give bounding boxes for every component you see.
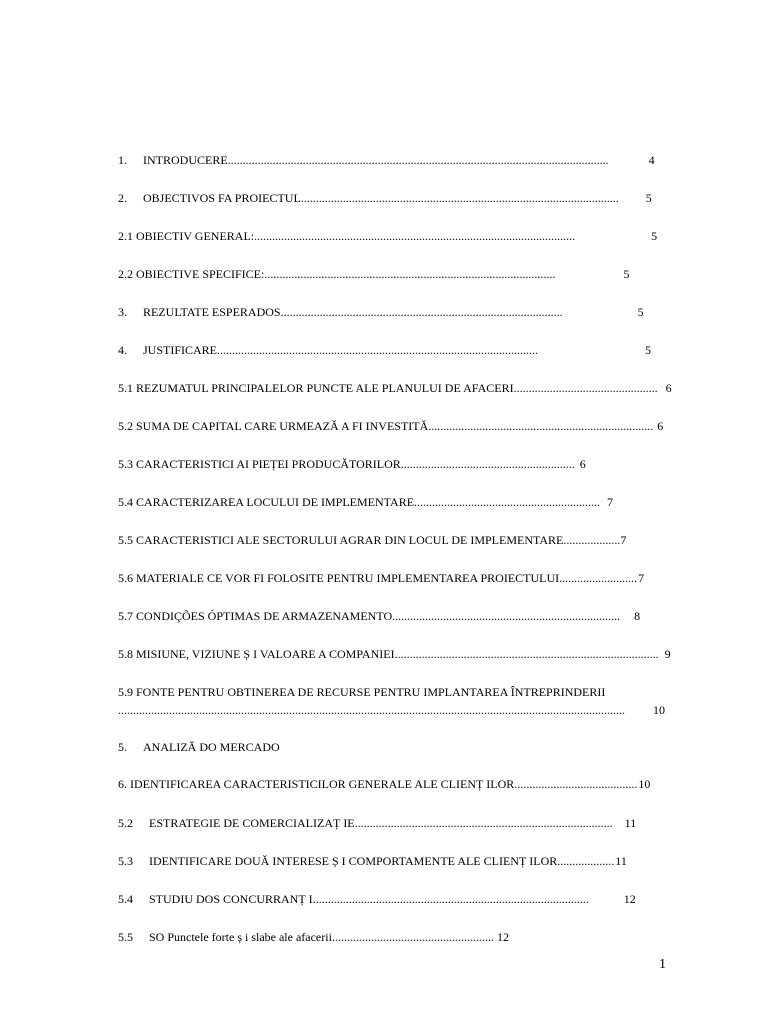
toc-entry-title: 5.4 CARACTERIZAREA LOCULUI DE IMPLEMENTARE <box>118 495 415 509</box>
toc-entry-title: SO Punctele forte ș i slabe ale afacerii <box>149 930 332 944</box>
toc-entry-page: 6 <box>657 419 664 433</box>
toc-entry-leader: ........................................................................................ <box>394 647 659 661</box>
toc-entry <box>118 892 654 906</box>
toc-entry-leader: ................... <box>563 533 621 547</box>
toc-entry-page: 5 <box>651 229 658 243</box>
toc-entry-title: STUDIU DOS CONCURRANȚ I <box>149 892 313 906</box>
toc-entry-leader: ........................................................................... <box>428 419 654 433</box>
toc-entry-number: 5.3 <box>118 854 133 868</box>
page-number: 1 <box>659 957 666 972</box>
toc-entry <box>118 533 662 547</box>
toc-entry <box>118 153 666 167</box>
toc-entry-title: 5.5 CARACTERISTICI ALE SECTORULUI AGRAR DIN LOCUL DE IMPLEMENTARE <box>118 533 564 547</box>
toc-entry-title: 5.2 SUMA DE CAPITAL CARE URMEAZĂ A FI INVESTITĂ <box>118 419 429 433</box>
toc-entry-leader: ................................................................................................. <box>264 267 556 281</box>
toc-entry-title: 5.6 MATERIALE CE VOR FI FOLOSITE PENTRU IMPLEMENTAREA PROIECTULUI <box>118 571 560 585</box>
toc-entry-number: 5.2 <box>118 816 133 830</box>
toc-entry <box>118 419 682 433</box>
toc-entry-leader: .......................................................... <box>400 457 575 471</box>
toc-entry-leader: ................................................ <box>513 381 658 395</box>
toc-entry-page: 5 <box>637 305 644 319</box>
toc-entry-page: 11 <box>615 854 627 868</box>
toc-entry-page: 5 <box>645 191 652 205</box>
toc-entry-page: 8 <box>634 609 641 623</box>
toc-entry-page: 10 <box>653 703 665 717</box>
toc-entry-page: 9 <box>664 647 671 661</box>
toc-entry-leader: ......................................... <box>514 777 638 791</box>
toc-entry <box>118 816 658 830</box>
toc-entry-leader: ......................................................................................................................................................................... <box>118 703 625 717</box>
toc-entry-title-line <box>118 685 678 699</box>
toc-entry-page: 12 <box>623 892 636 906</box>
toc-entry-page: 10 <box>638 777 651 791</box>
toc-entry-title: 5.8 MISIUNE, VIZIUNE Ș I VALOARE A COMPANIEI <box>118 647 395 661</box>
toc-entry <box>118 381 690 395</box>
toc-entry-leader: ................... <box>557 854 615 868</box>
toc-entry-number: 1. <box>118 153 127 167</box>
toc-entry-leader: .............................................................................................. <box>280 305 563 319</box>
toc-entry-title: 2.2 OBIECTIVE SPECIFICE: <box>118 267 265 281</box>
toc-entry-title: 5.7 CONDIÇÕES ÓPTIMAS DE ARMAZENAMENTO <box>118 609 393 623</box>
toc-entry-number: 4. <box>118 343 127 357</box>
toc-entry-title: 5.9 FONTE PENTRU OBTINEREA DE RECURSE PENTRU IMPLANTAREA ÎNTREPRINDERII <box>118 685 606 699</box>
toc-entry <box>118 267 643 281</box>
toc-entry-page: 7 <box>638 571 645 585</box>
toc-entry <box>118 343 658 357</box>
toc-entry <box>118 647 686 661</box>
toc-entry <box>118 229 670 243</box>
toc-entry-number: 5.4 <box>118 892 133 906</box>
toc-entry-title: 5.1 REZUMATUL PRINCIPALELOR PUNCTE ALE PLANULUI DE AFACERI <box>118 381 514 395</box>
toc-entry-leader: .......................... <box>559 571 638 585</box>
toc-entry-leader: .......................................................................................................... <box>300 191 619 205</box>
toc-entry-title: REZULTATE ESPERADOS <box>143 305 281 319</box>
toc-entry-title: OBJECTIVOS FA PROIECTUL <box>143 191 301 205</box>
toc-entry-page: 5 <box>645 343 652 357</box>
toc-entry-page: 7 <box>620 533 627 547</box>
toc-entry-page: 6 <box>579 457 586 471</box>
toc-entry-leader: ............................................................................................................................... <box>227 153 609 167</box>
toc-entry-leader: ............................................................................................ <box>312 892 589 906</box>
toc-entry-title: JUSTIFICARE <box>143 343 218 357</box>
toc-entry-title: INTRODUCERE <box>143 153 228 167</box>
toc-entry <box>118 777 692 791</box>
toc-entry <box>118 305 658 319</box>
toc-entry <box>118 191 666 205</box>
toc-entry-number: 5. <box>118 740 127 754</box>
toc-entry-title: 5.3 CARACTERISTICI AI PIEȚEI PRODUCĂTORILOR <box>118 457 401 471</box>
toc-entry <box>118 495 646 509</box>
toc-entry <box>118 740 518 754</box>
toc-entry-page: 7 <box>607 495 614 509</box>
toc-entry-leader: ........................................................................................................... <box>254 229 576 243</box>
toc-entry <box>118 571 674 585</box>
toc-entry <box>118 457 614 471</box>
toc-entry-leader: ............................................................................ <box>392 609 621 623</box>
toc-entry-page: 6 <box>665 381 672 395</box>
toc-entry-leader: ........................................................................................................... <box>217 343 539 357</box>
toc-entry <box>118 854 658 868</box>
toc-entry <box>118 930 532 944</box>
toc-entry-page: 11 <box>624 816 637 830</box>
toc-entry-number: 3. <box>118 305 127 319</box>
toc-entry-page: 4 <box>648 153 655 167</box>
toc-entry-page: 5 <box>623 267 630 281</box>
toc-entry <box>118 703 678 717</box>
toc-entry-title: IDENTIFICARE DOUĂ INTERESE Ș I COMPORTAMENTE ALE CLIENȚ ILOR <box>149 854 558 868</box>
toc-entry-number: 5.5 <box>118 930 133 944</box>
toc-entry-title: ESTRATEGIE DE COMERCIALIZAȚ IE <box>149 816 355 830</box>
toc-entry-number: 2. <box>118 191 127 205</box>
toc-entry-page: 12 <box>496 930 509 944</box>
toc-entry-leader: ...................................................... <box>331 930 494 944</box>
toc-entry-title: 2.1 OBIECTIV GENERAL: <box>118 229 255 243</box>
toc-entry-title: ANALIZĂ DO MERCADO <box>143 740 280 754</box>
toc-entry-leader: ...................................................................................... <box>354 816 613 830</box>
toc-entry-title: 6. IDENTIFICAREA CARACTERISTICILOR GENERALE ALE CLIENȚ ILOR <box>118 777 515 791</box>
toc-entry-leader: .............................................................. <box>414 495 601 509</box>
toc-entry <box>118 609 666 623</box>
